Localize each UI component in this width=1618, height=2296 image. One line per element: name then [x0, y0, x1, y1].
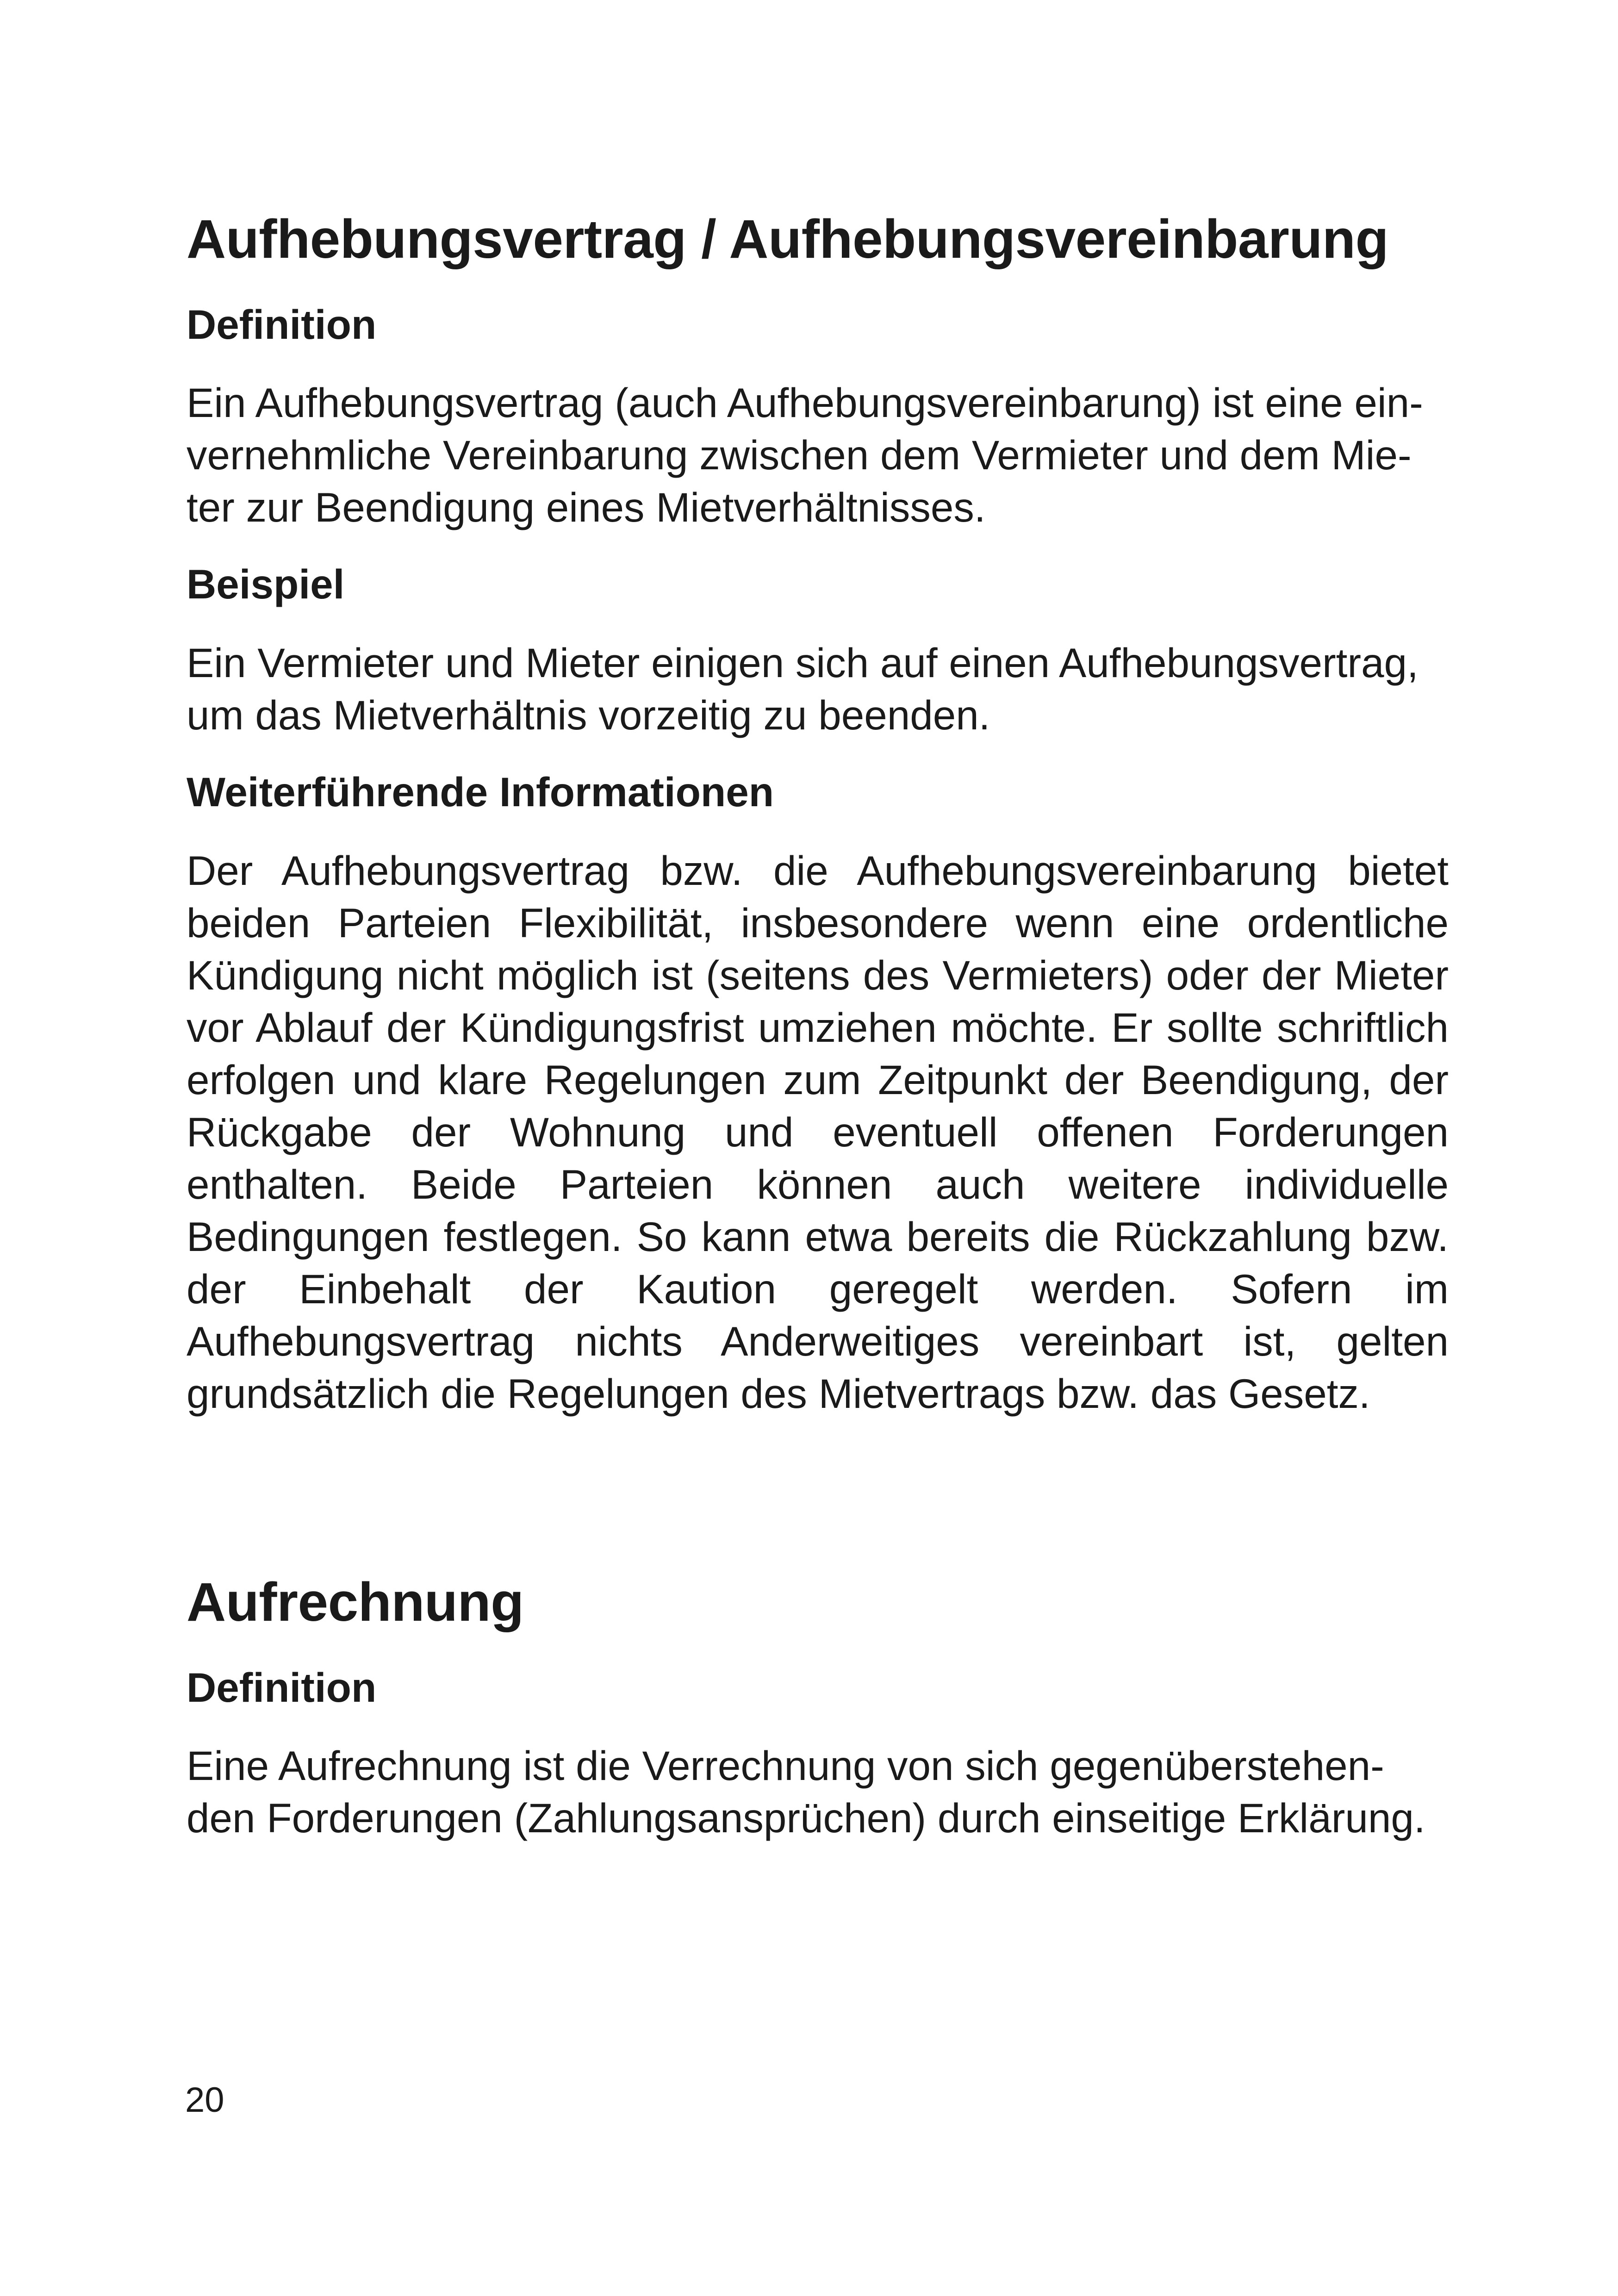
- section-heading-further-info: Weiterführende Informationen: [187, 769, 774, 815]
- section-heading-definition: Definition: [187, 1664, 377, 1711]
- entry-title: Aufrechnung: [187, 1572, 524, 1633]
- section-text-example: Ein Vermieter und Mieter einigen sich auf einen Aufhebungsvertrag, um das Mietverhältnis vorzeitig zu beenden.: [187, 640, 1419, 739]
- page-number: 20: [185, 2080, 224, 2120]
- entry-title: Aufhebungsvertrag / Aufhebungsvereinbarung: [187, 209, 1389, 270]
- section-heading-definition: Definition: [187, 301, 377, 348]
- section-text-further-info: Der Aufhebungsvertrag bzw. die Aufhebungsvereinbarung bietet beiden Parteien Flexibilität, insbesondere wenn eine ordentliche Kündigung nicht möglich ist (seitens des Vermieters) oder der Mieter vor Ablauf der Kündigungsfrist umziehen möchte. Er sollte schriftlich erfolgen und klare Regelungen zum Zeitpunkt der Beendigung, der Rückgabe der Wohnung und eventuell offenen Forderungen enthalten. Beide Parteien können auch weitere individuelle Bedingungen festlegen. So kann etwa bereits die Rückzahlung bzw. der Einbehalt der Kaution geregelt werden. Sofern im Aufhebungsvertrag nichts Anderweitiges vereinbart ist, gelten grundsätzlich die Regelungen des Mietvertrags bzw. das Gesetz.: [187, 847, 1449, 1417]
- section-text-definition: Ein Aufhebungsvertrag (auch Aufhebungsvereinbarung) ist eine ein- vernehmliche Vereinbarung zwischen dem Vermieter und dem Mie- ter zur Beendigung eines Mietverhältnisses.: [187, 380, 1423, 531]
- section-heading-example: Beispiel: [187, 561, 345, 608]
- section-text-definition: Eine Aufrechnung ist die Verrechnung von sich gegenüberstehen- den Forderungen (Zahlungsansprüchen) durch einseitige Erklärung.: [187, 1742, 1425, 1842]
- glossary-entry-aufrechnung: [187, 1571, 1449, 1870]
- glossary-entry-aufhebungsvertrag: [187, 208, 1449, 1446]
